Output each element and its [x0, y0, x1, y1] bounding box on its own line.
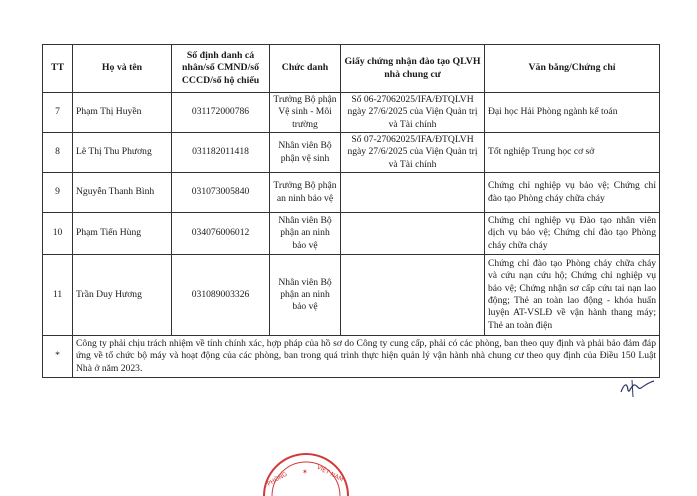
row-name: Phạm Thị Huyền — [73, 93, 172, 133]
svg-text:VIỆT NAM: VIỆT NAM — [315, 463, 345, 484]
staff-table — [42, 44, 660, 378]
row-title: Nhân viên Bộ phận an ninh bảo vệ — [270, 255, 341, 336]
row-cert — [341, 255, 485, 336]
table-row — [43, 173, 660, 213]
row-degree: Chứng chỉ nghiệp vụ Đào tạo nhân viên dịch vụ bảo vệ; Chứng chỉ đào tạo Phòng cháy chữa cháy — [485, 213, 660, 255]
row-tt: 7 — [43, 93, 73, 133]
table-row — [43, 255, 660, 336]
row-id: 031172000786 — [172, 93, 270, 133]
row-cert: Số 07-27062025/IFA/ĐTQLVH ngày 27/6/2025 của Viện Quản trị và Tài chính — [341, 133, 485, 173]
row-title: Nhân viên Bộ phận an ninh bảo vệ — [270, 213, 341, 255]
table-row — [43, 133, 660, 173]
row-id: 034076006012 — [172, 213, 270, 255]
table-row — [43, 213, 660, 255]
header-row — [43, 45, 660, 93]
header-name: Họ và tên — [73, 45, 172, 93]
note-row — [43, 336, 660, 378]
note-text: Công ty phải chịu trách nhiệm về tính chính xác, hợp pháp của hồ sơ do Công ty cung cấp, phải có các phòng, ban theo quy định và phải bảo đảm đáp ứng về tổ chức bộ máy và hoạt động của các phòng, ban trong quá trình thực hiện quản lý vận hành nhà chung cư theo quy định của Điều 150 Luật Nhà ở năm 2023. — [73, 336, 660, 378]
header-title: Chức danh — [270, 45, 341, 93]
row-title: Trưởng Bộ phận Vệ sinh - Môi trường — [270, 93, 341, 133]
row-degree: Chứng chỉ nghiệp vụ bảo vệ; Chứng chỉ đào tạo Phòng cháy chữa cháy — [485, 173, 660, 213]
row-tt: 9 — [43, 173, 73, 213]
svg-text:✶: ✶ — [302, 468, 308, 476]
row-tt: 8 — [43, 133, 73, 173]
header-id: Số định danh cá nhân/số CMND/số CCCD/số hộ chiếu — [172, 45, 270, 93]
row-name: Lê Thị Thu Phương — [73, 133, 172, 173]
row-id: 031089003326 — [172, 255, 270, 336]
row-name: Nguyễn Thanh Bình — [73, 173, 172, 213]
stamp-seal — [258, 452, 354, 496]
row-tt: 10 — [43, 213, 73, 255]
row-degree: Tốt nghiệp Trung học cơ sở — [485, 133, 660, 173]
row-name: Trần Duy Hương — [73, 255, 172, 336]
svg-text:PHÒNG: PHÒNG — [266, 470, 289, 488]
signature-mark — [618, 376, 658, 398]
note-marker: * — [43, 336, 73, 378]
row-degree: Đại học Hải Phòng ngành kế toán — [485, 93, 660, 133]
header-degree: Văn bằng/Chứng chỉ — [485, 45, 660, 93]
row-degree: Chứng chỉ đào tạo Phòng cháy chữa cháy và cứu nạn cứu hộ; Chứng chỉ nghiệp vụ bảo vệ; Chứng nhận sơ cấp cứu tai nạn lao động; Thẻ an toàn lao động - khóa huấn luyện AT-VSLĐ về vận hành thang máy; Thẻ an toàn điện — [485, 255, 660, 336]
table-row — [43, 93, 660, 133]
row-id: 031073005840 — [172, 173, 270, 213]
header-cert: Giấy chứng nhận đào tạo QLVH nhà chung cư — [341, 45, 485, 93]
row-cert: Số 06-27062025/IFA/ĐTQLVH ngày 27/6/2025 của Viện Quản trị và Tài chính — [341, 93, 485, 133]
row-tt: 11 — [43, 255, 73, 336]
row-id: 031182011418 — [172, 133, 270, 173]
row-name: Phạm Tiến Hùng — [73, 213, 172, 255]
row-title: Trưởng Bộ phận an ninh bảo vệ — [270, 173, 341, 213]
row-cert — [341, 213, 485, 255]
row-title: Nhân viên Bộ phận vệ sinh — [270, 133, 341, 173]
row-cert — [341, 173, 485, 213]
header-tt: TT — [43, 45, 73, 93]
